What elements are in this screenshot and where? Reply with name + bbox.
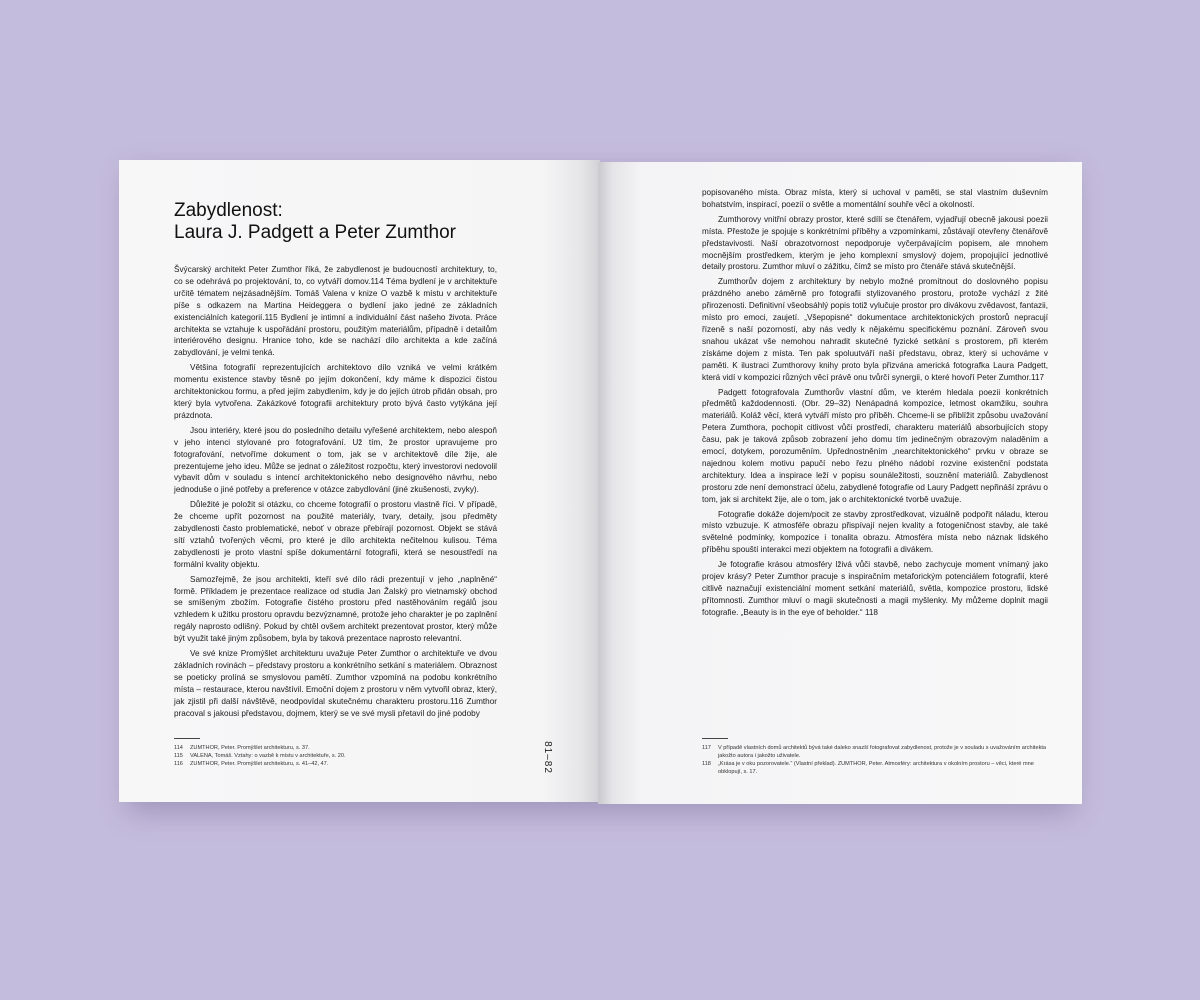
footnote (702, 760, 1048, 776)
footnote (174, 760, 474, 768)
footnote-number: 115 (174, 753, 183, 759)
footnote-rule (702, 738, 728, 739)
paragraph: Fotografie dokáže dojem/pocit ze stavby zprostředkovat, vizuálně podpořit náladu, kterou místo vzbuzuje. K atmosféře obrazu přispívají nejen kvality a fotogeničnost stavby, ale také světelné podmínky, kompozice i tonalita obrazu. Atmosféra místa nebo náznak lidského příběhu spouští interakci mezi objektem na fotografii a divákem. (702, 509, 1048, 555)
right-body-text (702, 187, 1048, 622)
right-footnotes (702, 738, 1048, 776)
page-numbers: 81–82 (541, 741, 553, 774)
paragraph: Padgett fotografovala Zumthorův vlastní dům, ve kterém hledala poezii konkrétních předmětů každodennosti. (Obr. 29–32) Nenápadná kompozice, letmost okamžiku, souhra materiálů. Koláž věcí, která vytváří místo pro příběh. Chceme-li se přiblížit způsobu uvažování Petera Zumthora, pochopit citlivost vůči prostředí, charakteru materiálů absorbujících stopy času, pak je taková způsob zobrazení jeho domu tím jedinečným obrazovým naladěním a emocí, dotykem, porozuměním. Upřednostněním „nearchitektonického“ prvku v obraze se najednou kolem motivu papučí nebo řezu plného nádobí rozvine existenční podstata architektury. Idea a inspirace leží v popisu sounáležitosti, souznění materiálů. Zabydlenost prostoru zde není demonstrací účelu, zabydlené fotografie od Laury Padgett nepřináší zprávu o tom, jak si architekt žije, ale o tom, jak o architektonické tvorbě uvažuje. (702, 387, 1048, 504)
paragraph: Je fotografie krásou atmosféry lživá vůči stavbě, nebo zachycuje moment vnímaný jako projev krásy? Peter Zumthor pracuje s inspiračním metaforickým potenciálem fotografií, které citlivě naznačují existenciální moment setkání materiálů, světla, kompozice prostoru, lidské přítomnosti. Zumthor mluví o magii skutečnosti a magii myšlenky. My můžeme doplnit magii fotografie. „Beauty is in the eye of beholder.“ 118 (702, 560, 1048, 617)
footnote-number: 117 (702, 745, 711, 751)
footnote-number: 116 (174, 761, 183, 767)
footnote-text: „Krása je v oku pozorovatele.“ (Vlastní překlad). ZUMTHOR, Peter. Atmosféry: architektura v okolním prostoru – věci, které mne obklopují, s. 17. (718, 761, 1034, 775)
paragraph: Zumthorův dojem z architektury by nebylo možné promítnout do doslovného popisu prázdného anebo záměrně pro fotografii stylizovaného prostoru, protože vychází z žité přirozenosti. Definitivní všeobsáhlý popis totiž vylučuje prostor pro divákovu zvědavost, fantazii, místo pro emoci, zaujetí. „Všepopisné“ dokumentace architektonických prostorů nepracují řízeně s naší pozorností, aby nás vedly k nějakému specifickému poznání. Zároveň svou snahou ukázat vše nemohou nahradit skutečné fyzické setkání s prostorem, při kterém získáme dojem z místa. Ten pak spoluutváří naší představu, obraz, který si uchováme v paměti. K ilustraci Zumthorovy knihy proto byla přizvána americká fotografka Laura Padgett, která vidí v kompozici různých věcí právě onu tvůrčí synergii, o které hovoří Peter Zumthor.117 (702, 277, 1048, 382)
footnote-number: 118 (702, 761, 711, 767)
paragraph: Samozřejmě, že jsou architekti, kteří své dílo rádi prezentují v jeho „naplněné“ formě. Příkladem je prezentace realizace od studia Jan Žalský pro vietnamský obchod se smíšeným zbožím. Fotografie čistého prostoru před nastěhováním regálů jsou vzhledem k užitku prostoru opravdu bezvýznamné, protože jeho charakter je po zaplnění regály naprosto odlišný. Pokud by chtěl ovšem architekt prezentovat prostor, který může být využit také jiným způsobem, byla by taková prezentace naprosto relevantní. (174, 574, 497, 644)
left-footnotes (174, 738, 474, 768)
paragraph: Švýcarský architekt Peter Zumthor říká, že zabydlenost je budoucností architektury, to, co se odehrává po projektování, to, co vytváří domov.114 Téma bydlení je v architektuře určitě tématem nejzásadnějším. Tomáš Valena v knize O vazbě k místu v architektuře píše s odkazem na Martina Heideggera o bydlení jako jedné ze základních existenciálních kategorií.115 Bydlení je intimní a individuální část našeho života. Práce architekta se vztahuje k uspořádání prostoru, použitým materiálům, případně i detailům interiérového designu. Hranice toho, kde se nachází dílo architekta a kde začíná zabydlování, je velmi tenká. (174, 265, 497, 358)
footnote (174, 744, 474, 752)
right-page (598, 162, 1082, 804)
left-body-text (174, 264, 497, 723)
footnote-text: VALENA, Tomáš. Vztahy: o vazbě k místu v architektuře, s. 20. (190, 753, 346, 759)
footnote (174, 752, 474, 760)
title-line-1: Zabydlenost: (174, 200, 283, 221)
paragraph: Ve své knize Promýšlet architekturu uvažuje Peter Zumthor o architektuře ve dvou základních rovinách – představy prostoru a konkrétního setkání s materiálem. Obraznost se poeticky prolíná se smyslovou pamětí. Zumthor vzpomíná na podobu konkrétního místa – restaurace, kterou navštívil. Emoční dojem z prostoru v něm vytvořil obraz, který, jak zjistil při další návštěvě, neodpovídal skutečnému charakteru prostoru.116 Zumthor pracoval s jakousi představou, dojmem, který se ve své mysli přetavil do jiné podoby (174, 649, 497, 718)
footnote-rule (174, 738, 200, 739)
paragraph: Důležité je položit si otázku, co chceme fotografií o prostoru vlastně říci. V případě, že chceme upřít pozornost na použité materiály, tvary, detaily, jsou předměty zabydlenosti často problematické, neboť v obraze přebírají pozornost. Objekt se stává sítí vztahů tvořených věcmi, pro které je dílo architekta nečitelnou kulisou. Téma zabydlenosti je proto vlastní spíše dokumentární fotografii, která se nesoustředí na formální kvality objektu. (174, 500, 497, 569)
footnote-text: V případě vlastních domů architektů bývá také daleko snazší fotografovat zabydlenost, protože je v souladu s uvažováním architekta jakožto autora i jakožto uživatele. (718, 745, 1047, 759)
paragraph: popisovaného místa. Obraz místa, který si uchoval v paměti, se stal vlastním duševním bohatstvím, inspirací, poezií o světle a momentální souhře věcí a okolností. (702, 188, 1048, 209)
title-line-2: Laura J. Padgett a Peter Zumthor (174, 222, 456, 243)
footnote-text: ZUMTHOR, Peter. Promýšlet architekturu, s. 41–42, 47. (190, 761, 329, 767)
paragraph: Většina fotografií reprezentujících architektovo dílo vzniká ve velmi krátkém momentu existence stavby těsně po jejím dokončení, kdy máme k dispozici čistou architektonickou formu, a před jejím zabydlením, kdy je do jejích útrob přidán obsah, pro který byla vytvořena. Zakázkové fotografii architektury proto bývá často vytýkána její prázdnota. (174, 363, 497, 420)
paragraph: Jsou interiéry, které jsou do posledního detailu vyřešené architektem, nebo alespoň v jeho intenci stylované pro fotografování. Už tím, že prostor upravujeme pro fotografování, netvoříme dokument o tom, jak se v architektově díle žije, ale prezentujeme jeho ideu. Může se jednat o záležitost rozpočtu, který investorovi nedovolil vybavit dům v souladu s intencí architektonického nebo designového návrhu, nebo jednoduše o jiné potřeby a preference v otázce zabydlování (jiné zkušenosti, zvyky). (174, 425, 497, 495)
footnote-text: ZUMTHOR, Peter. Promýšlet architekturu, s. 37. (190, 745, 310, 751)
left-page (119, 160, 600, 802)
footnote-number: 114 (174, 745, 183, 751)
footnote (702, 744, 1048, 760)
paragraph: Zumthorovy vnitřní obrazy prostor, které sdílí se čtenářem, vyjadřují obecně jakousi poezii místa. Přestože je spojuje s konkrétními příběhy a vzpomínkami, zůstávají otevřeny čtenářově představivosti. Naší obrazotvornost nepodporuje vyčerpávajícím popisem, ale mnohem mocnějším prostředkem, kterým je jeho komplexní smyslový dojem, propojující jednotlivé detaily prostoru. Zumthor mluví o zážitku, čímž se místo pro čtenáře stává skutečnější. (702, 214, 1048, 272)
page-title (174, 200, 456, 244)
